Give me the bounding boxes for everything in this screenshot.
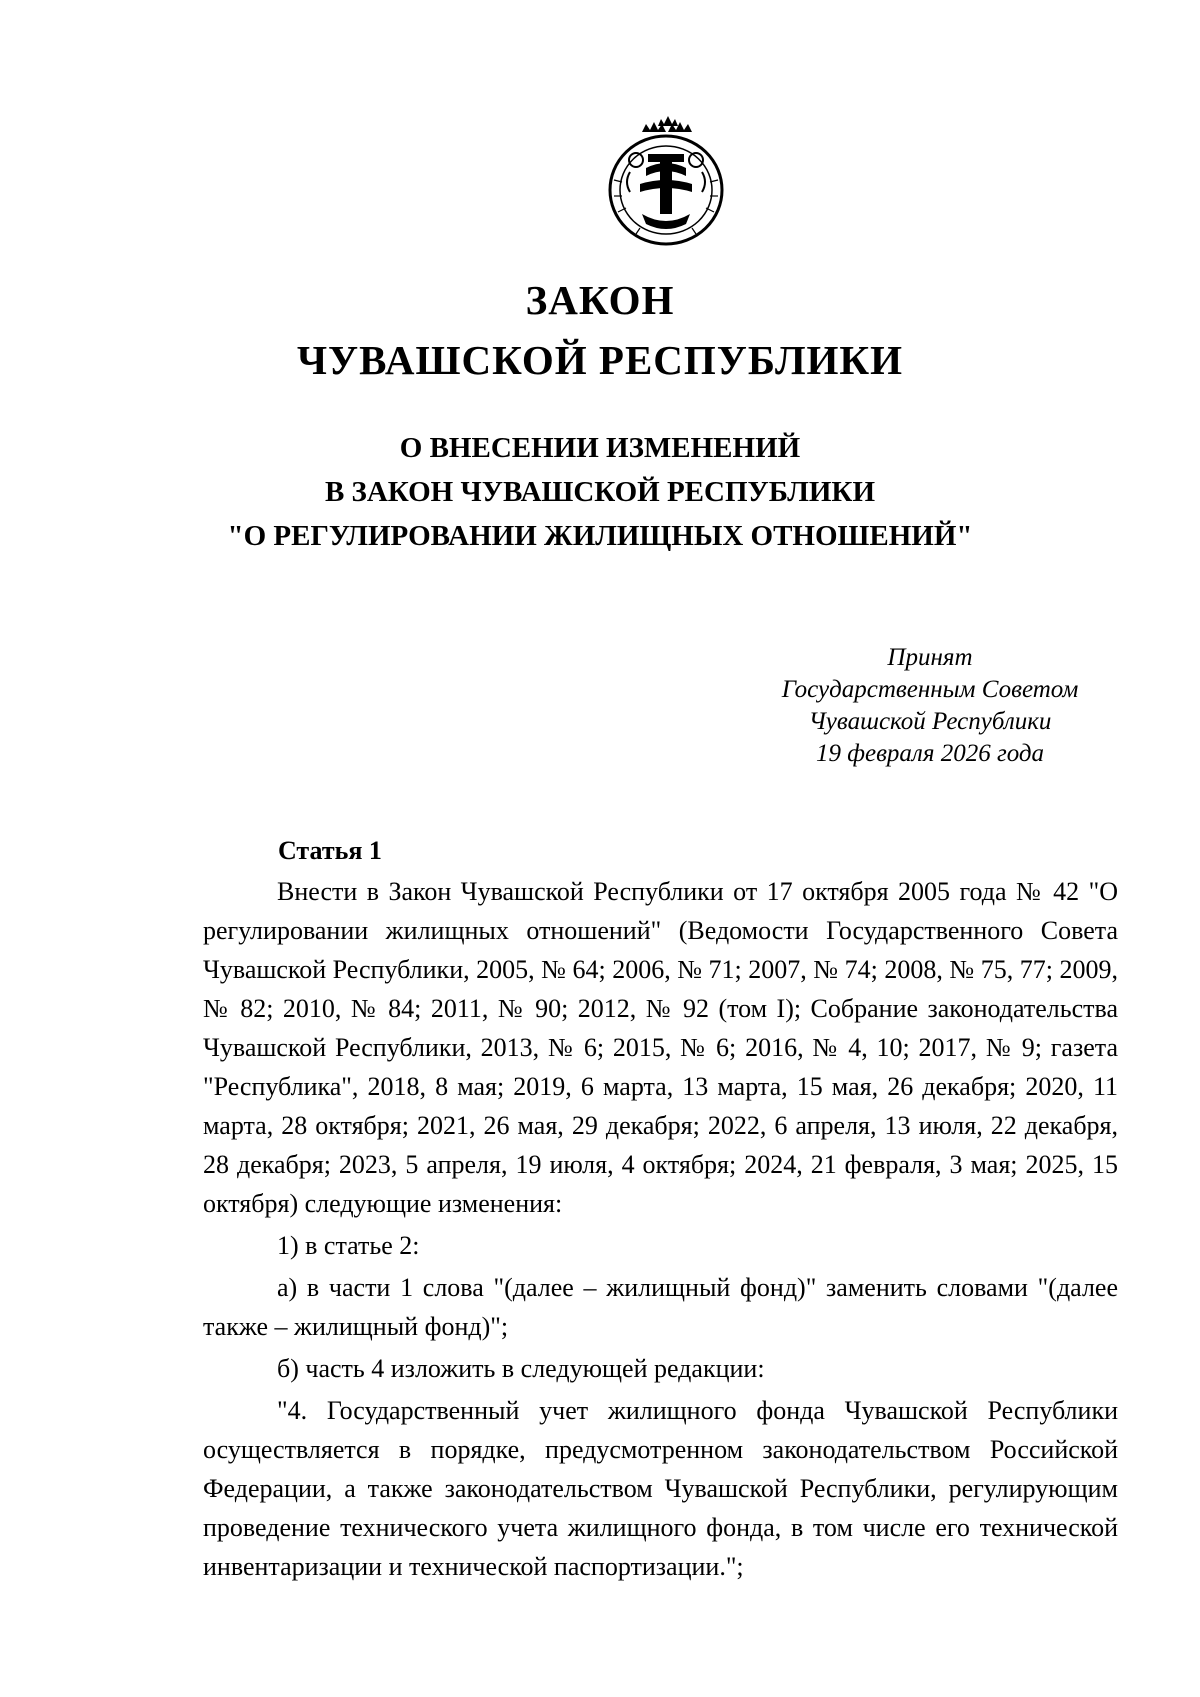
coat-of-arms-icon [596,110,736,250]
law-subject-line3: "О РЕГУЛИРОВАНИИ ЖИЛИЩНЫХ ОТНОШЕНИЙ" [227,520,973,552]
article-body [203,872,1118,1586]
adoption-date: 19 февраля 2026 года [815,740,1045,767]
article-paragraph: Внести в Закон Чувашской Республики от 17 октября 2005 года № 42 "О регулировании жилищных отношений" (Ведомости Государственного Совета Чувашской Республики, 2005, № 64; 2006, № 71; 2007, № 74; 2008, № 75, 77; 2009, № 82; 2010, № 84; 2011, № 90; 2012, № 92 (том I); Собрание законодательства Чувашской Республики, 2013, № 6; 2015, № 6; 2016, № 4, 10; 2017, № 9; газета "Республика", 2018, 8 мая; 2019, 6 марта, 13 марта, 15 мая, 26 декабря; 2020, 11 марта, 28 октября; 2021, 26 мая, 29 декабря; 2022, 6 апреля, 13 июля, 22 декабря, 28 декабря; 2023, 5 апреля, 19 июля, 4 октября; 2024, 21 февраля, 3 мая; 2025, 15 октября) следующие изменения: [203,877,1118,1218]
adoption-line1: Принят [887,644,973,671]
law-subject-line1: О ВНЕСЕНИИ ИЗМЕНЕНИЙ [399,432,801,464]
adoption-line3: Чувашской Республики [808,708,1052,735]
law-subject-line2: В ЗАКОН ЧУВАШСКОЙ РЕСПУБЛИКИ [324,476,876,508]
article-paragraph: б) часть 4 изложить в следующей редакции: [277,1354,765,1383]
article-paragraph: "4. Государственный учет жилищного фонда Чувашской Республики осуществляется в порядке, предусмотренном законодательством Российской Федерации, а также законодательством Чувашской Республики, регулирующим проведение технического учета жилищного фонда, в том числе его технической инвентаризации и технической паспортизации."; [203,1396,1118,1581]
law-title-line1: ЗАКОН [525,277,675,323]
article-heading: Статья 1 [278,836,382,865]
article-paragraph: 1) в статье 2: [277,1231,420,1260]
adoption-line2: Государственным Советом [781,676,1079,703]
law-title-line2: ЧУВАШСКОЙ РЕСПУБЛИКИ [296,337,904,383]
article-paragraph: а) в части 1 слова "(далее – жилищный фонд)" заменить словами "(далее также – жилищный фонд)"; [203,1273,1118,1341]
